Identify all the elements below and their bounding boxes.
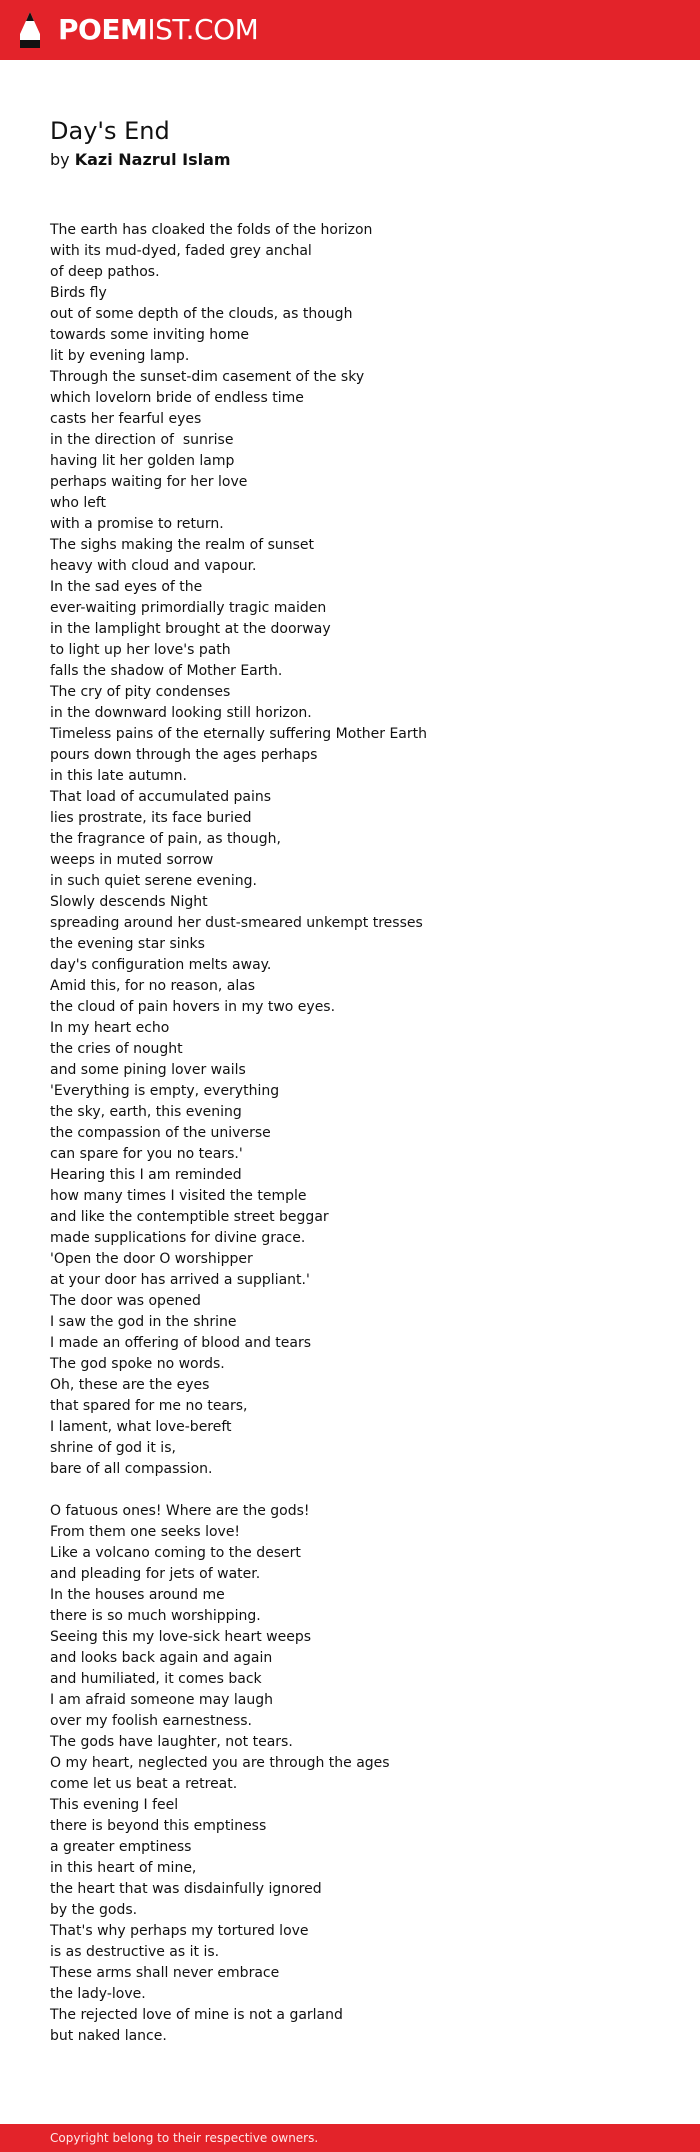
poem-line: made supplications for divine grace. bbox=[50, 1230, 306, 1246]
poem-line: The gods have laughter, not tears. bbox=[50, 1734, 293, 1750]
poem-byline bbox=[50, 149, 650, 171]
poem-line: The cry of pity condenses bbox=[50, 684, 231, 700]
site-name bbox=[58, 10, 258, 50]
poem-line: the fragrance of pain, as though, bbox=[50, 831, 281, 847]
site-logo[interactable] bbox=[16, 10, 258, 50]
poem-line: I made an offering of blood and tears bbox=[50, 1335, 312, 1351]
poem-line: in this late autumn. bbox=[50, 768, 188, 784]
poem-line: heavy with cloud and vapour. bbox=[50, 558, 257, 574]
site-footer bbox=[0, 2124, 700, 2152]
poem-line: The rejected love of mine is not a garland bbox=[50, 2007, 343, 2023]
poem-line: The sighs making the realm of sunset bbox=[50, 537, 315, 553]
byline-prefix: by bbox=[50, 150, 70, 169]
poem-line: there is beyond this emptiness bbox=[50, 1818, 267, 1834]
poem-line: at your door has arrived a suppliant.' bbox=[50, 1272, 310, 1288]
poem-line: weeps in muted sorrow bbox=[50, 852, 214, 868]
poem-line: is as destructive as it is. bbox=[50, 1944, 220, 1960]
poem-line: how many times I visited the temple bbox=[50, 1188, 307, 1204]
poem-line: I saw the god in the shrine bbox=[50, 1314, 237, 1330]
poem-line: That load of accumulated pains bbox=[50, 789, 272, 805]
poem-line: Amid this, for no reason, alas bbox=[50, 978, 256, 994]
site-name-bold: POEM bbox=[58, 13, 148, 46]
poem-line: O my heart, neglected you are through the ages bbox=[50, 1755, 390, 1771]
poem-line: the sky, earth, this evening bbox=[50, 1104, 242, 1120]
stanza-break bbox=[50, 1480, 650, 1501]
poem-line: I lament, what love-bereft bbox=[50, 1419, 232, 1435]
poem-line: Timeless pains of the eternally suffering Mother Earth bbox=[50, 726, 427, 742]
poem-line: Through the sunset-dim casement of the sky bbox=[50, 369, 365, 385]
poem-line: a greater emptiness bbox=[50, 1839, 192, 1855]
poem-line: I am afraid someone may laugh bbox=[50, 1692, 273, 1708]
poem-line: towards some inviting home bbox=[50, 327, 250, 343]
poem-content bbox=[50, 115, 650, 2047]
poem-line: O fatuous ones! Where are the gods! bbox=[50, 1503, 310, 1519]
poem-line: Like a volcano coming to the desert bbox=[50, 1545, 301, 1561]
poem-line: Seeing this my love-sick heart weeps bbox=[50, 1629, 312, 1645]
poem-line: From them one seeks love! bbox=[50, 1524, 241, 1540]
poem-line: In my heart echo bbox=[50, 1020, 170, 1036]
poem-line: perhaps waiting for her love bbox=[50, 474, 248, 490]
poem-line: the compassion of the universe bbox=[50, 1125, 271, 1141]
poem-line: Oh, these are the eyes bbox=[50, 1377, 210, 1393]
site-name-light: IST.COM bbox=[147, 13, 259, 46]
poem-line: in this heart of mine, bbox=[50, 1860, 197, 1876]
poem-line: with a promise to return. bbox=[50, 516, 224, 532]
poem-line: 'Everything is empty, everything bbox=[50, 1083, 280, 1099]
poem-line: and pleading for jets of water. bbox=[50, 1566, 261, 1582]
poem-line: falls the shadow of Mother Earth. bbox=[50, 663, 283, 679]
poem-line: and looks back again and again bbox=[50, 1650, 273, 1666]
footer-copyright: Copyright belong to their respective owners. bbox=[50, 2131, 319, 2145]
poem-line: but naked lance. bbox=[50, 2028, 167, 2044]
poem-line: The god spoke no words. bbox=[50, 1356, 225, 1372]
poem-line: Slowly descends Night bbox=[50, 894, 208, 910]
poem-line: day's configuration melts away. bbox=[50, 957, 272, 973]
poem-line: by the gods. bbox=[50, 1902, 138, 1918]
poem-line: In the sad eyes of the bbox=[50, 579, 203, 595]
poem-line: Birds fly bbox=[50, 285, 107, 301]
poem-line: the cloud of pain hovers in my two eyes. bbox=[50, 999, 336, 1015]
poem-line: come let us beat a retreat. bbox=[50, 1776, 238, 1792]
poem-line: having lit her golden lamp bbox=[50, 453, 235, 469]
poem-line: These arms shall never embrace bbox=[50, 1965, 280, 1981]
poem-line: in the downward looking still horizon. bbox=[50, 705, 312, 721]
poem-line: in the lamplight brought at the doorway bbox=[50, 621, 331, 637]
poem-line: lit by evening lamp. bbox=[50, 348, 190, 364]
poem-line: pours down through the ages perhaps bbox=[50, 747, 318, 763]
poem-body bbox=[50, 220, 650, 2047]
poem-line: The door was opened bbox=[50, 1293, 201, 1309]
poem-author[interactable]: Kazi Nazrul Islam bbox=[74, 150, 231, 169]
poem-line: the evening star sinks bbox=[50, 936, 205, 952]
poem-line: bare of all compassion. bbox=[50, 1461, 213, 1477]
poem-line: ever-waiting primordially tragic maiden bbox=[50, 600, 327, 616]
poem-line: in such quiet serene evening. bbox=[50, 873, 257, 889]
poem-line: to light up her love's path bbox=[50, 642, 231, 658]
poem-title: Day's End bbox=[50, 117, 170, 145]
poem-line: over my foolish earnestness. bbox=[50, 1713, 252, 1729]
poem-line: there is so much worshipping. bbox=[50, 1608, 261, 1624]
poem-line: the cries of nought bbox=[50, 1041, 183, 1057]
poem-line: can spare for you no tears.' bbox=[50, 1146, 243, 1162]
poem-line: spreading around her dust-smeared unkempt tresses bbox=[50, 915, 423, 931]
poem-line: the heart that was disdainfully ignored bbox=[50, 1881, 322, 1897]
poem-line: That's why perhaps my tortured love bbox=[50, 1923, 309, 1939]
poem-line: and some pining lover wails bbox=[50, 1062, 246, 1078]
poem-line: and like the contemptible street beggar bbox=[50, 1209, 329, 1225]
poem-line: This evening I feel bbox=[50, 1797, 179, 1813]
poem-line: The earth has cloaked the folds of the horizon bbox=[50, 222, 373, 238]
poem-line: the lady-love. bbox=[50, 1986, 146, 2002]
poem-line: shrine of god it is, bbox=[50, 1440, 176, 1456]
poem-line: with its mud-dyed, faded grey anchal bbox=[50, 243, 312, 259]
poem-line: in the direction of sunrise bbox=[50, 432, 234, 448]
poem-line: Hearing this I am reminded bbox=[50, 1167, 242, 1183]
site-header bbox=[0, 0, 700, 60]
poem-line: lies prostrate, its face buried bbox=[50, 810, 252, 826]
poem-line: who left bbox=[50, 495, 107, 511]
poem-line: that spared for me no tears, bbox=[50, 1398, 248, 1414]
poem-line: and humiliated, it comes back bbox=[50, 1671, 262, 1687]
poem-line: of deep pathos. bbox=[50, 264, 160, 280]
poem-line: In the houses around me bbox=[50, 1587, 225, 1603]
poem-line: 'Open the door O worshipper bbox=[50, 1251, 253, 1267]
poem-line: out of some depth of the clouds, as though bbox=[50, 306, 353, 322]
poem-line: casts her fearful eyes bbox=[50, 411, 202, 427]
pencil-icon bbox=[16, 10, 44, 50]
poem-line: which lovelorn bride of endless time bbox=[50, 390, 304, 406]
